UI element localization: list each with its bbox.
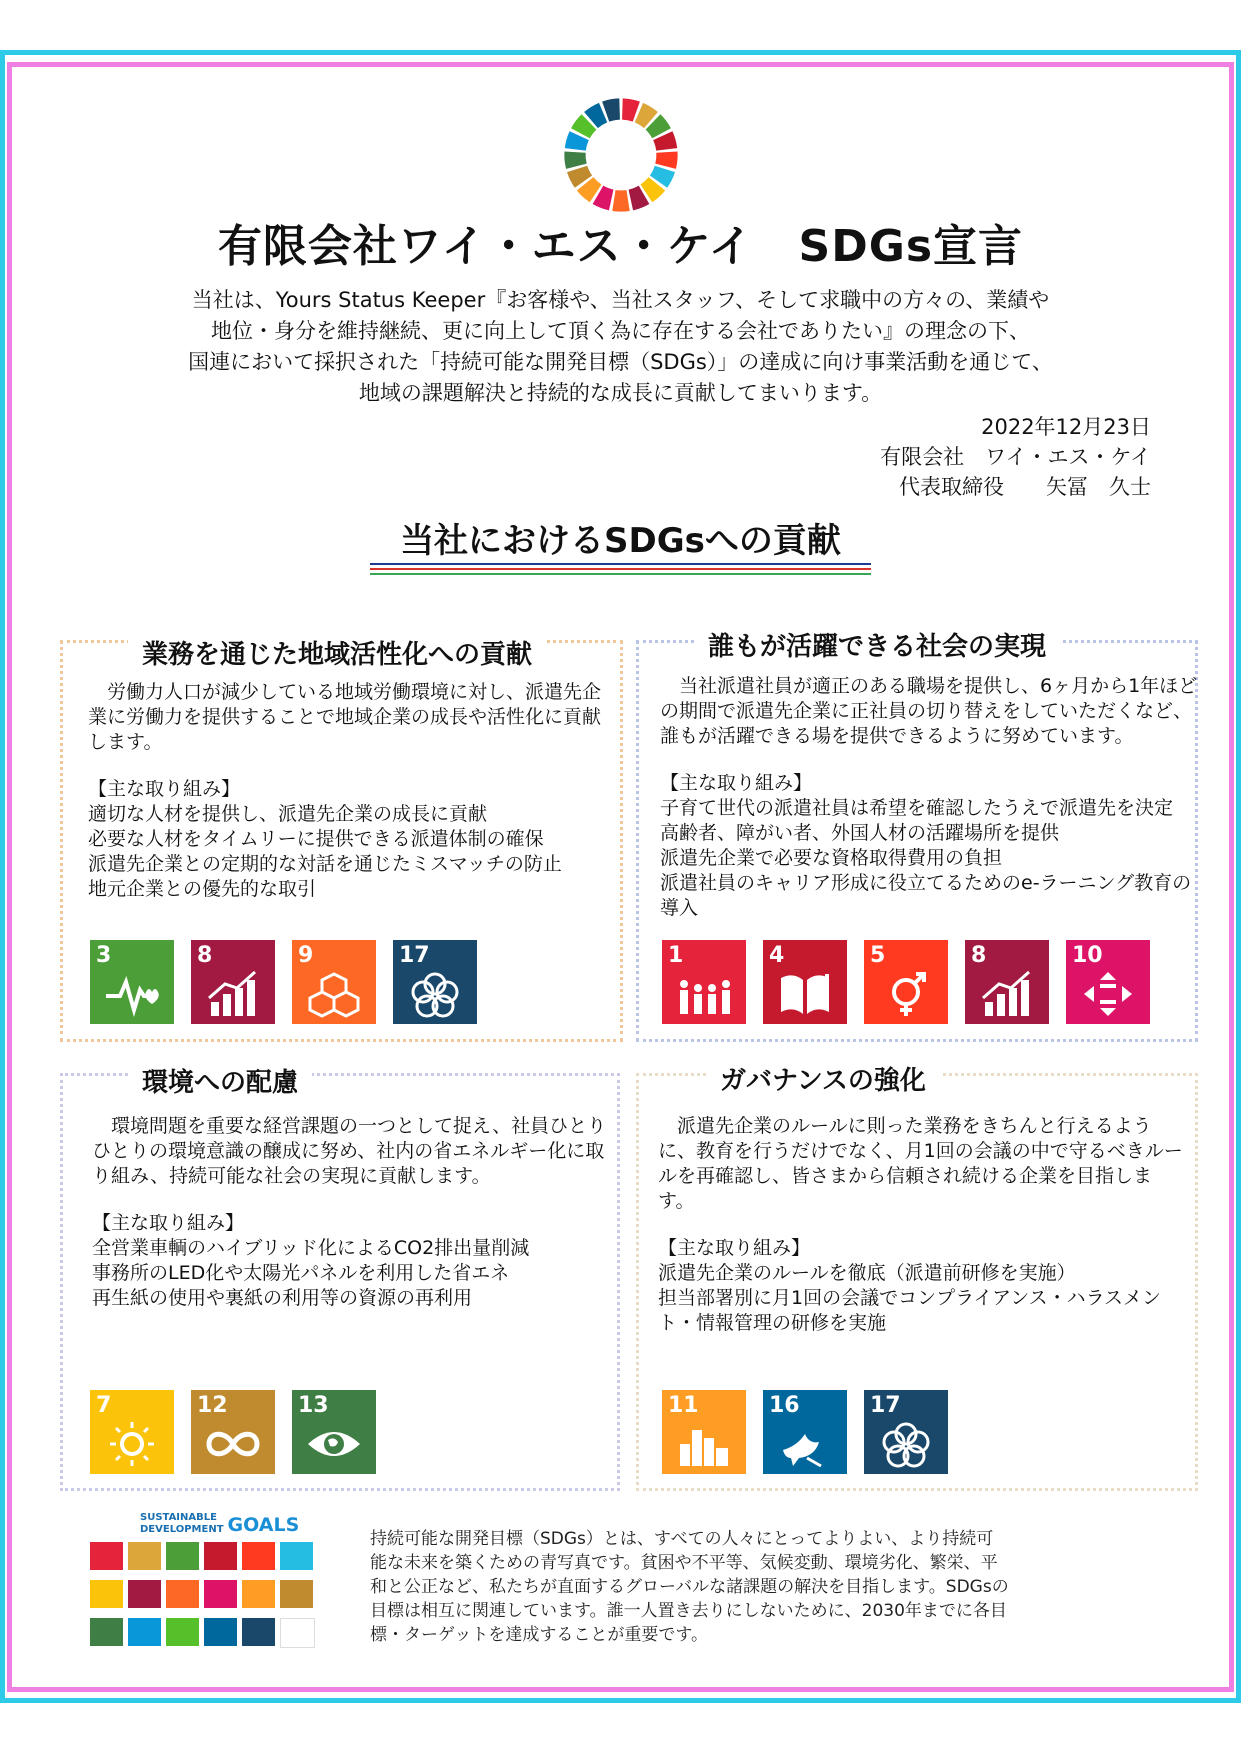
sdg-goal-9-tile	[292, 940, 376, 1024]
flower-rings-icon	[407, 970, 463, 1018]
goal-grid-tile	[90, 1542, 123, 1570]
sdg-goal-12-tile	[191, 1390, 275, 1474]
wordmark-goals: GOALS	[227, 1514, 300, 1536]
panel-title: ガバナンスの強化	[706, 1060, 940, 1097]
family-icon	[676, 970, 732, 1018]
wheel-segment	[612, 190, 629, 212]
intro-line: 当社は、Yours Status Keeper『お客様や、当社スタッフ、そして求職中の方々の、業績や	[191, 288, 1050, 312]
contribution-heading: 当社におけるSDGsへの貢献	[400, 521, 841, 561]
goal-grid-tile	[128, 1618, 161, 1646]
actions-heading: 【主な取り組み】	[92, 1212, 245, 1234]
goal-number: 17	[870, 1393, 901, 1418]
goal-grid-tile	[204, 1618, 237, 1646]
actions-heading: 【主な取り組み】	[660, 772, 813, 794]
goal-grid-tile	[166, 1580, 199, 1608]
sdg-goal-17-tile	[864, 1390, 948, 1474]
goal-grid-tile	[242, 1542, 275, 1570]
flower-rings-icon	[878, 1420, 934, 1468]
intro-text	[100, 285, 1141, 409]
goal-number: 10	[1072, 943, 1103, 968]
goal-grid-tile	[280, 1542, 313, 1570]
growth-chart-icon	[979, 970, 1035, 1018]
wordmark-line2: DEVELOPMENT	[140, 1524, 224, 1535]
goal-number: 9	[298, 943, 314, 968]
action-item: 再生紙の使用や裏紙の利用等の資源の再利用	[92, 1287, 473, 1309]
action-item: 派遣社員のキャリア形成に役立てるためのe-ラーニング教育の導入	[660, 872, 1192, 919]
intro-line: 地位・身分を維持継続、更に向上して頂く為に存在する会社でありたい』の理念の下、	[211, 319, 1030, 343]
goal-grid-tile	[280, 1618, 315, 1648]
panel-body	[660, 674, 1198, 921]
goal-number: 8	[197, 943, 213, 968]
goal-number: 3	[96, 943, 112, 968]
actions-heading: 【主な取り組み】	[658, 1237, 811, 1259]
action-item: 必要な人材をタイムリーに提供できる派遣体制の確保	[88, 828, 544, 850]
goal-number: 11	[668, 1393, 699, 1418]
panel-description: 労働力人口が減少している地域労働環境に対し、派遣先企業に労働力を提供することで地域企業の成長や活性化に貢献します。	[88, 681, 602, 753]
goal-icons	[662, 940, 1150, 1024]
gender-icon	[878, 970, 934, 1018]
panel-description: 環境問題を重要な経営課題の一つとして捉え、社員ひとりひとりの環境意識の醸成に努め、社内の省エネルギー化に取り組み、持続可能な社会の実現に貢献します。	[92, 1115, 607, 1187]
sdg-goal-7-tile	[90, 1390, 174, 1474]
action-item: 派遣先企業で必要な資格取得費用の負担	[660, 847, 1003, 869]
buildings-icon	[676, 1420, 732, 1468]
page-title: 有限会社ワイ・エス・ケイ SDGs宣言	[217, 221, 1024, 272]
sdgs-wheel-logo	[562, 96, 680, 214]
signature-block	[880, 412, 1151, 502]
goal-number: 5	[870, 943, 886, 968]
goal-grid-tile	[280, 1580, 313, 1608]
action-item: 子育て世代の派遣社員は希望を確認したうえで派遣先を決定	[660, 797, 1174, 819]
representative-name: 代表取締役 矢冨 久士	[899, 475, 1151, 499]
goal-icons	[90, 1390, 376, 1474]
goal-grid-tile	[166, 1618, 199, 1646]
heading-underline	[370, 563, 871, 578]
earth-eye-icon	[306, 1420, 362, 1468]
sun-icon	[104, 1420, 160, 1468]
panel-body	[92, 1114, 610, 1311]
book-icon	[777, 970, 833, 1018]
wheel-segment	[655, 151, 677, 168]
equality-icon	[1080, 970, 1136, 1018]
goal-grid-tile	[128, 1580, 161, 1608]
sdg-goal-3-tile	[90, 940, 174, 1024]
sdg-goal-4-tile	[763, 940, 847, 1024]
goal-number: 7	[96, 1393, 112, 1418]
growth-chart-icon	[205, 970, 261, 1018]
panel-description: 当社派遣社員が適正のある職場を提供し、6ヶ月から1年ほどの期間で派遣先企業に正社員の切り替えをしていただくなど、誰もが活躍できる場を提供できるように努めています。	[660, 675, 1198, 747]
sdg-goal-16-tile	[763, 1390, 847, 1474]
action-item: 高齢者、障がい者、外国人材の活躍場所を提供	[660, 822, 1060, 844]
sdg-goal-5-tile	[864, 940, 948, 1024]
sdg-goal-13-tile	[292, 1390, 376, 1474]
infinity-icon	[205, 1420, 261, 1468]
action-item: 事務所のLED化や太陽光パネルを利用した省エネ	[92, 1262, 510, 1284]
sdg-goal-11-tile	[662, 1390, 746, 1474]
goal-number: 17	[399, 943, 430, 968]
goal-grid-tile	[166, 1542, 199, 1570]
sdgs-17-goals-grid	[90, 1512, 320, 1656]
action-item: 派遣先企業との定期的な対話を通じたミスマッチの防止	[88, 853, 562, 875]
action-item: 全営業車輌のハイブリッド化によるCO2排出量削減	[92, 1237, 530, 1259]
intro-line: 国連において採択された「持続可能な開発目標（SDGs）」の達成に向け事業活動を通じて、	[188, 350, 1053, 374]
goal-icons	[90, 940, 477, 1024]
company-name: 有限会社 ワイ・エス・ケイ	[880, 445, 1151, 469]
action-item: 地元企業との優先的な取引	[88, 878, 317, 900]
goal-number: 16	[769, 1393, 800, 1418]
panel-title: 環境への配慮	[128, 1062, 312, 1099]
actions-heading: 【主な取り組み】	[88, 778, 241, 800]
sdg-goal-17-tile	[393, 940, 477, 1024]
goal-grid-tile	[204, 1580, 237, 1608]
wheel-segment	[564, 151, 586, 168]
panel-body	[88, 680, 610, 902]
goal-number: 1	[668, 943, 684, 968]
dove-icon	[777, 1420, 833, 1468]
action-item: 適切な人材を提供し、派遣先企業の成長に貢献	[88, 803, 488, 825]
goal-grid-tile	[242, 1618, 275, 1646]
sdgs-explanation: 持続可能な開発目標（SDGs）とは、すべての人々にとってよりよい、より持続可能な未来を築くための青写真です。貧困や不平等、気候変動、環境劣化、繁栄、平和と公正など、私たちが直面するグローバルな諸課題の解決を目指します。SDGsの目標は相互に関連しています。誰一人置き去りにしないために、2030年までに各目標・ターゲットを達成することが重要です。	[370, 1529, 1009, 1645]
heartbeat-icon	[104, 970, 160, 1018]
panel-title: 業務を通じた地域活性化への貢献	[128, 634, 546, 671]
goal-grid-tile	[242, 1580, 275, 1608]
goal-grid-tile	[204, 1542, 237, 1570]
panel-body	[658, 1114, 1188, 1336]
goal-grid-tile	[128, 1542, 161, 1570]
wordmark-line1: SUSTAINABLE	[140, 1512, 217, 1523]
goal-number: 4	[769, 943, 785, 968]
action-item: 派遣先企業のルールを徹底（派遣前研修を実施）	[658, 1262, 1076, 1284]
goal-number: 8	[971, 943, 987, 968]
goal-grid-tile	[90, 1580, 123, 1608]
panel-title: 誰もが活躍できる社会の実現	[694, 626, 1060, 663]
goal-icons	[662, 1390, 948, 1474]
sdg-goal-8-tile	[191, 940, 275, 1024]
goal-number: 12	[197, 1393, 228, 1418]
action-item: 担当部署別に月1回の会議でコンプライアンス・ハラスメント・情報管理の研修を実施	[658, 1287, 1162, 1334]
sdg-goal-1-tile	[662, 940, 746, 1024]
cubes-icon	[306, 970, 362, 1018]
underline-red	[370, 568, 871, 570]
goal-grid-tile	[90, 1618, 123, 1646]
intro-line: 地域の課題解決と持続的な成長に貢献してまいります。	[358, 381, 883, 405]
sdg-goal-10-tile	[1066, 940, 1150, 1024]
underline-blue	[370, 563, 871, 565]
goal-number: 13	[298, 1393, 329, 1418]
panel-description: 派遣先企業のルールに則った業務をきちんと行えるように、教育を行うだけでなく、月1回の会議の中で守るべきルールを再確認し、皆さまから信頼され続ける企業を目指します。	[658, 1115, 1183, 1212]
sdg-goal-8-tile	[965, 940, 1049, 1024]
underline-green	[370, 573, 871, 575]
declaration-date: 2022年12月23日	[981, 415, 1151, 439]
